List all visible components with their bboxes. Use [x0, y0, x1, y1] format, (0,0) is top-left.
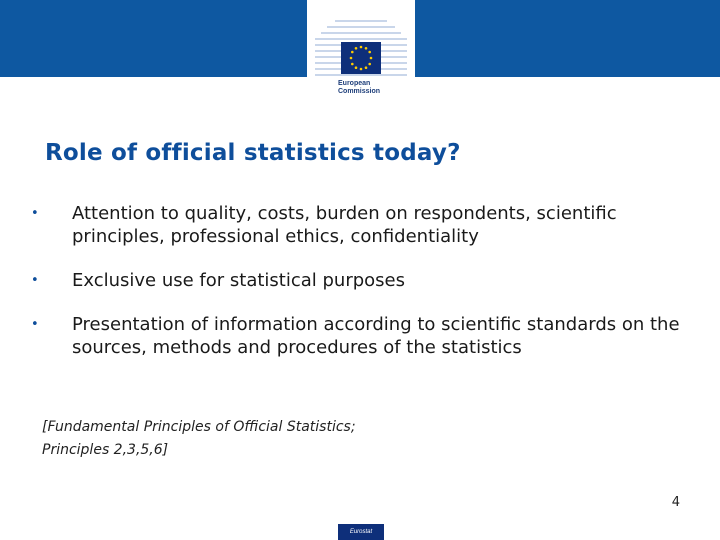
bullet-dot-icon: •	[31, 317, 39, 332]
commission-building-icon	[307, 0, 415, 80]
bullet-text: Attention to quality, costs, burden on respondents, scientific principles, professional ethics, confidentiality	[72, 203, 617, 247]
bullet-list	[28, 202, 698, 380]
eurostat-logo: Eurostat	[338, 524, 384, 540]
slide-title: Role of official statistics today?	[45, 140, 461, 166]
european-commission-logo	[307, 0, 415, 100]
bullet-text: Presentation of information according to scientific standards on the sources, methods and procedures of the statistics	[72, 314, 680, 358]
bullet-text: Exclusive use for statistical purposes	[72, 270, 406, 291]
bullet-dot-icon: •	[31, 206, 39, 221]
logo-text: European Commission	[338, 80, 381, 95]
bullet-dot-icon: •	[31, 273, 39, 288]
bullet-item	[28, 313, 698, 359]
bullet-item	[28, 269, 698, 292]
bullet-item	[28, 202, 698, 248]
page-number: 4	[671, 495, 680, 510]
citation: [Fundamental Principles of Official Statistics; Principles 2,3,5,6]	[42, 419, 356, 458]
